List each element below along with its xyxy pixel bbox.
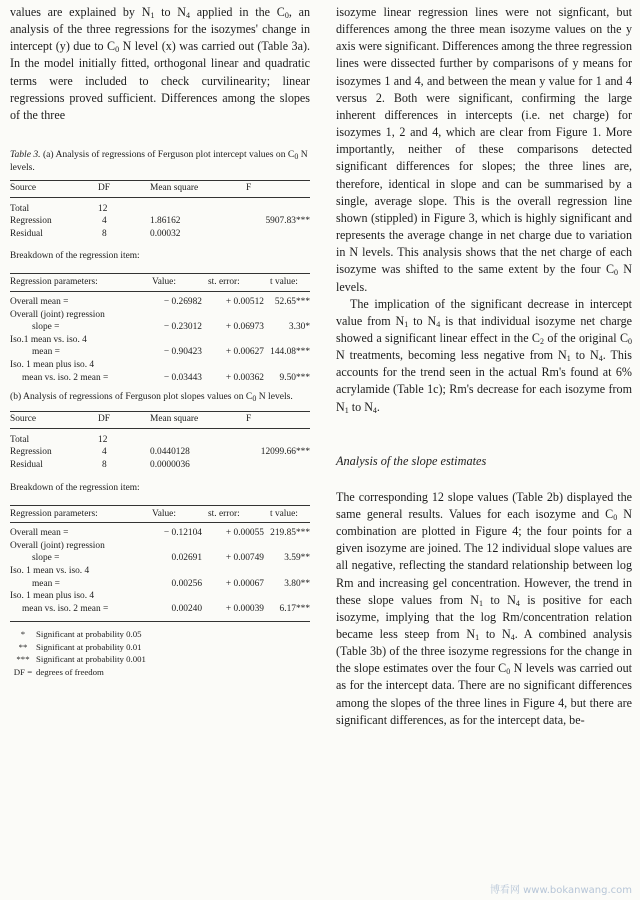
table-row: mean vs. iso. 2 mean = 0.00240 + 0.00039 6.17*** (22, 603, 310, 614)
table-row: mean = − 0.90423 + 0.00627 144.08*** (32, 347, 310, 358)
table-row: Overall (joint) regression (10, 309, 105, 320)
params-header-b (10, 508, 310, 521)
params-table-a (10, 296, 310, 384)
table-row: slope = 0.02691 + 0.00749 3.59** (32, 553, 310, 564)
table-row: Residual 8 0.00032 (10, 228, 181, 239)
table-3-caption-a: Table 3. (a) Analysis of regressions of Ferguson plot intercept values on $C_0$ N levels. (10, 149, 308, 174)
anova-table-a (10, 182, 310, 195)
anova-table-b (10, 413, 310, 426)
table-rule (10, 197, 310, 198)
table-rule (10, 522, 310, 523)
table-row: Total 12 (10, 434, 108, 445)
table-row: Overall mean = − 0.12104 + 0.00055 219.85*** (10, 528, 310, 539)
params-header-row: Regression parameters: Value: st. error: t value: (10, 508, 298, 519)
intro-paragraph: values are explained by $N_1$ to $N_4$ applied in the $C_0$, an analysis of the three regressions for the isozymes' change in intercept (y) due to $C_0$ N level (x) was carried out (Table 3a). In the model initially fitted, orthogonal linear and quadratic terms were included to check curvilinearity; linear regressions proved sufficient. Differences among the slopes of the three (10, 5, 311, 122)
section-heading: Analysis of the slope estimates (336, 453, 487, 468)
table-footnotes (10, 628, 310, 678)
footnote: *** Significant at probability 0.001 (16, 654, 146, 665)
breakdown-label: Breakdown of the regression item: (10, 482, 140, 493)
col-header-mean-square: Mean square (150, 183, 199, 194)
table-row: Regression 4 0.0440128 12099.66*** (10, 447, 310, 458)
breakdown-label: Breakdown of the regression item: (10, 251, 140, 262)
table-rule (10, 291, 310, 292)
anova-body-a (10, 203, 310, 241)
table-row: Iso. 1 mean plus iso. 4 (10, 360, 95, 371)
footnote: * Significant at probability 0.05 (20, 629, 142, 640)
col-header-df: DF (98, 183, 110, 194)
params-table-b (10, 527, 310, 615)
anova-header-row (10, 182, 310, 195)
watermark: 博看网 www.bokanwang.com (489, 885, 632, 896)
table-row: Iso.1 mean vs. iso. 4 (10, 334, 87, 345)
table-row: slope = − 0.23012 + 0.06973 3.30* (32, 322, 310, 333)
table-row: Residual 8 0.0000036 (10, 460, 190, 470)
table-rule (10, 428, 310, 429)
anova-body-b (10, 434, 310, 472)
table-3-caption-b: (b) Analysis of regressions of Ferguson plot slopes values on $C_0$ N levels. (10, 391, 293, 404)
paragraph-regression-lines: isozyme linear regression lines were not signficant, but differences among the three mean isozyme values on the y axis were significant. Differences among the three regression lines were dissected further by comparisons of y means for isozymes 1 and 4, and between the mean y value for 1 and 4 versus 2. Both were significant, confirming the large inherent differences in intercepts (i.e. net charge) for isozymes 1, 2 and 4, which are clear from Figure 1. More importantly, neither of these comparisons detected significant differences for slopes; the three lines are, therefore, identical in slope and can be summarised by a single, average slope. This is the overall regression line shown (stippled) in Figure 3, which is highly significant and represents the average change in net charge due to variation in N levels. This analysis shows that the net charge of each isozyme was shifted to the same extent by the four $C_0$ N levels. (336, 5, 632, 294)
table-row: mean = 0.00256 + 0.00067 3.80** (32, 578, 310, 589)
table-rule (10, 180, 310, 181)
col-header-source: Source (10, 183, 37, 194)
table-row: mean vs. iso. 2 mean = − 0.03443 + 0.00362 9.50*** (22, 372, 310, 383)
table-rule (10, 273, 310, 274)
params-header-row: Regression parameters: Value: st. error: t value: (10, 277, 298, 288)
paragraph-intercept-implication: The implication of the significant decrease in intercept value from $N_1$ to $N_4$ is that individual isozyme net charge showed a significant linear effect in the $C_2$ of the original $C_0$ N treatments, becoming less negative from $N_1$ to $N_4$. This accounts for the trend seen in the actual Rm's found at 6% acrylamide (Table 1c); Rm's decrease for each isozyme from $N_1$ to $N_4$. (336, 296, 633, 415)
paragraph-slope-estimates: The corresponding 12 slope values (Table 2b) displayed the same general results. Values for each isozyme and $C_0$ N combination are plotted in Figure 4; the four points for a given isozyme are joined. The 12 individual slope values are all negative, reflecting the standard relationship between log Rm and increasing gel concentration. However, the trend in these slope values from $N_1$ to $N_4$ is positive for each isozyme, implying that the log Rm/concentration relation became less steep from $N_1$ to $N_4$. A combined analysis (Table 3b) of the three isozyme regressions for the change in the slope estimates over the four $C_0$ N levels was carried out as for the intercept data. There are no significant differences among the slopes of the three lines in Figure 4, but there are significant differences, as for the intercept data, be- (336, 489, 633, 727)
col-header-f: F (246, 183, 252, 194)
table-rule (10, 621, 310, 622)
table-row: Iso. 1 mean plus iso. 4 (10, 591, 95, 602)
table-row: Regression 4 1.86162 5907.83*** (10, 216, 310, 227)
left-column (10, 0, 310, 678)
table-rule (10, 411, 310, 412)
anova-header-row: Source DF Mean square F (10, 414, 252, 425)
footnote: ** Significant at probability 0.01 (18, 641, 142, 652)
table-row: Total 12 (10, 203, 108, 214)
footnote: DF = degrees of freedom (13, 666, 104, 677)
table-rule (10, 505, 310, 506)
table-row: Overall (joint) regression (10, 540, 105, 551)
right-column (336, 0, 632, 729)
table-row: Overall mean = − 0.26982 + 0.00512 52.65*** (10, 297, 310, 308)
params-header-a (10, 276, 310, 289)
table-row: Iso. 1 mean vs. iso. 4 (10, 565, 90, 576)
table-3 (10, 148, 310, 678)
